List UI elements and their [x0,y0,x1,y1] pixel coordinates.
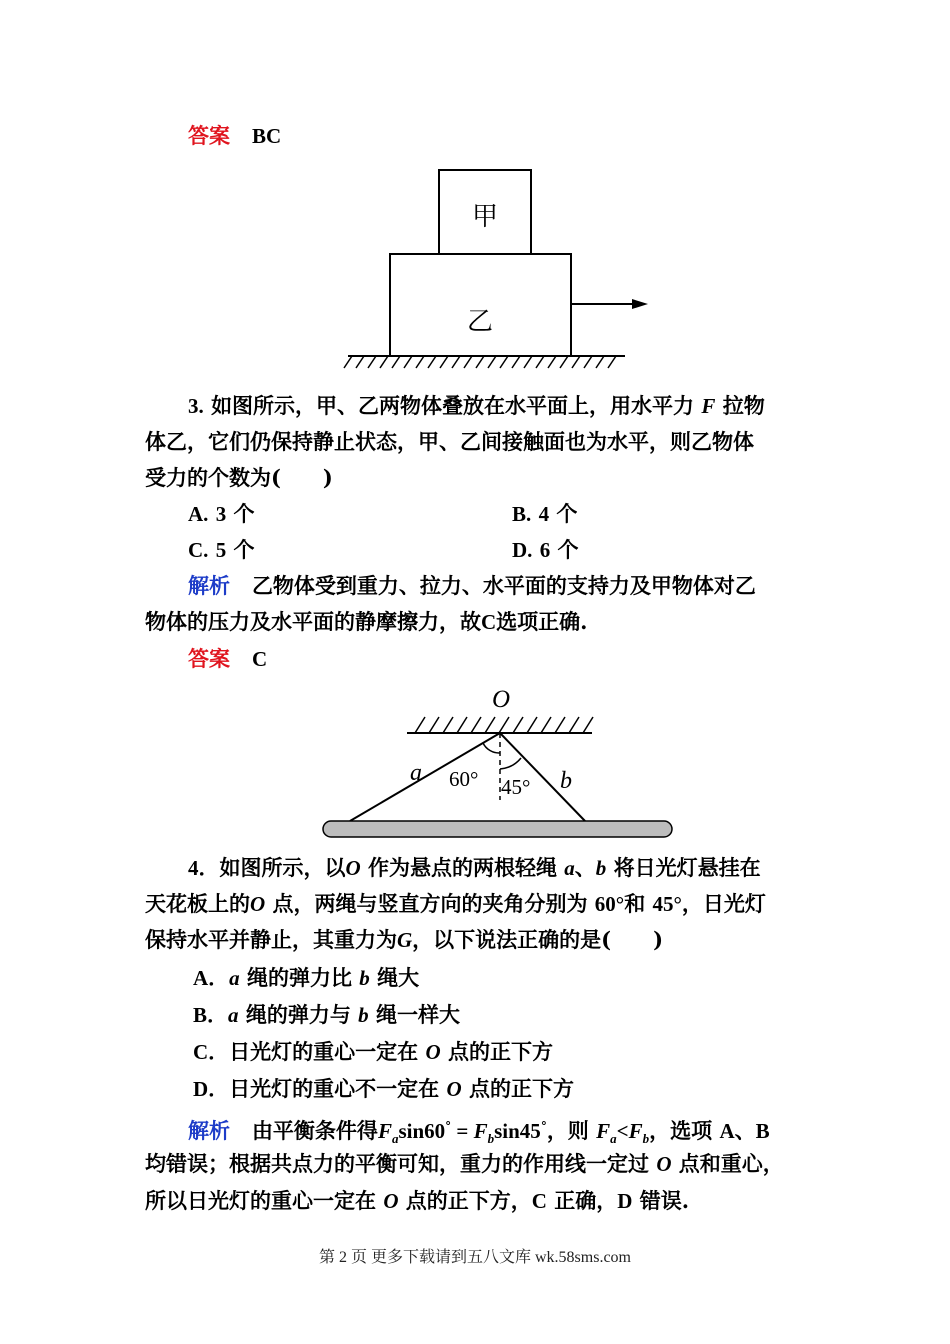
answer-label: 答案 [188,123,230,148]
q3-analysis-line1: 解析 乙物体受到重力、拉力、水平面的支持力及甲物体对乙 [188,573,756,598]
force-arrow-head [632,299,648,309]
q4-option-a: A．a 绳的弹力比 b 绳大 [193,965,420,990]
q3-line2: 体乙，它们仍保持静止状态，甲、乙间接触面也为水平，则乙物体 [145,429,754,454]
q4-option-b: B．a 绳的弹力与 b 绳一样大 [193,1002,460,1027]
q3-line3: 受力的个数为( ) [145,465,333,490]
analysis-label: 解析 [188,573,230,598]
q3-option-a: A. 3 个 [188,501,255,526]
answer-value: BC [251,124,282,148]
block-yi-label: 乙 [466,307,494,337]
q3-option-c: C. 5 个 [188,537,255,562]
angle-b-label: 45° [501,775,531,799]
rope-a-label: a [410,760,422,786]
q4-analysis-line1: 解析 由平衡条件得$F_a\sin 60^\circ = F_b\sin 45^\circ$，则 $F_a<F_b$，选项 A、B [188,1118,770,1147]
q4-option-d: D．日光灯的重心不一定在 O 点的正下方 [193,1076,574,1101]
ceiling-hatching [415,717,593,733]
q3-analysis-line2: 物体的压力及水平面的静摩擦力，故C选项正确. [145,609,588,634]
figure-hanging-lamp [315,680,685,845]
page-footer: 第 2 页 更多下载请到五八文库 wk.58sms.com [318,1249,631,1266]
q4-analysis-line2: 均错误；根据共点力的平衡可知，重力的作用线一定过 O 点和重心， [145,1151,784,1176]
figure-stacked-blocks [340,165,660,375]
q4-line1: 4．如图所示，以O 作为悬点的两根轻绳 a、b 将日光灯悬挂在 [188,855,761,880]
block-yi [390,254,571,356]
q4-line3: 保持水平并静止，其重力为G，以下说法正确的是( ) [145,927,664,952]
q3-option-b: B. 4 个 [512,501,578,526]
fluorescent-lamp [323,821,672,837]
q4-analysis-line3: 所以日光灯的重心一定在 O 点的正下方，C 正确，D 错误. [145,1188,690,1213]
angle-a-label: 60° [449,767,479,791]
rope-b-label: b [560,768,572,794]
q4-option-c: C．日光灯的重心一定在 O 点的正下方 [193,1039,553,1064]
ground-hatching [344,356,616,368]
q3-line1: 3. 如图所示，甲、乙两物体叠放在水平面上，用水平力 F 拉物 [188,393,765,418]
angle-arc-b [500,758,521,769]
point-o-label: O [491,686,511,713]
block-jia-label: 甲 [471,202,499,232]
angle-arc-a [483,743,500,753]
q4-line2: 天花板上的O 点，两绳与竖直方向的夹角分别为 60°和 45°，日光灯 [145,891,766,916]
q3-answer: 答案 C [188,646,268,671]
previous-answer [188,118,281,154]
q3-option-d: D. 6 个 [512,537,579,562]
